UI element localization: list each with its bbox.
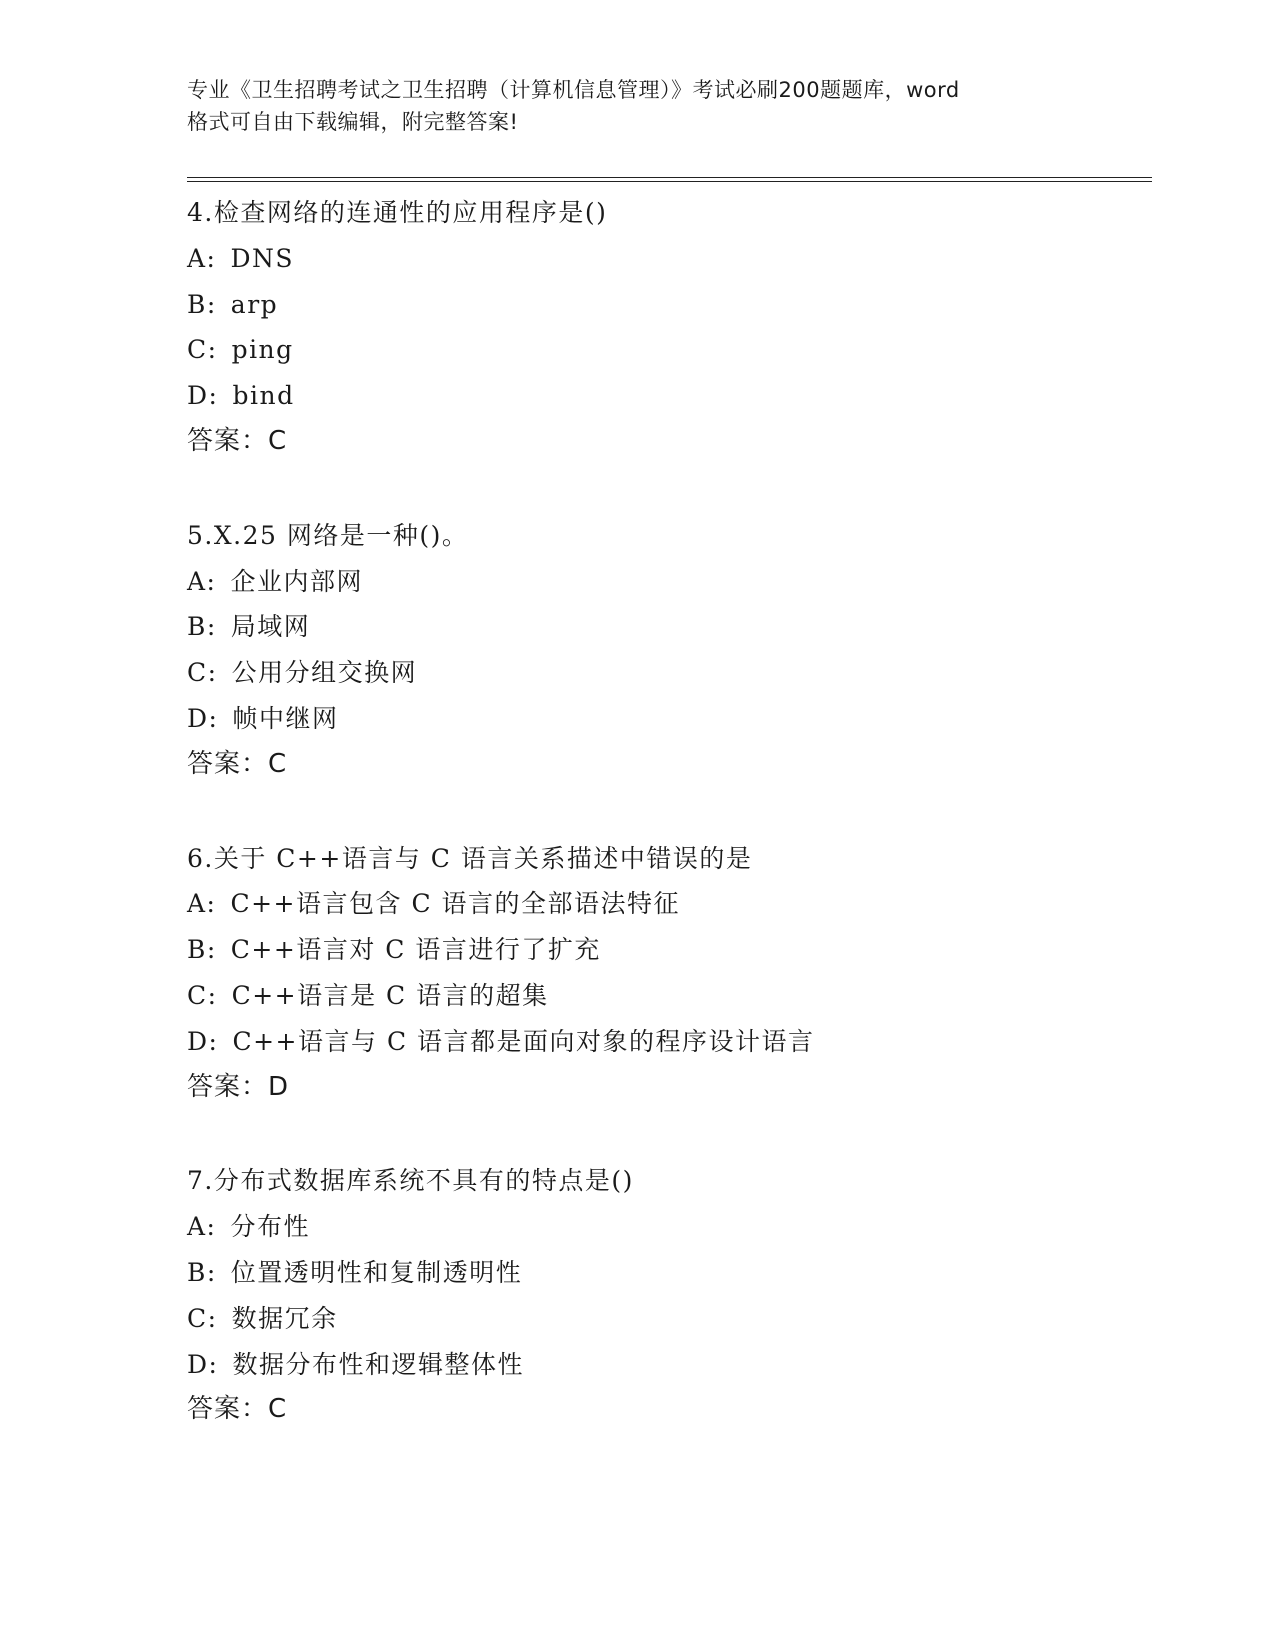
option-b	[187, 1250, 1147, 1296]
option-c	[187, 1296, 1147, 1342]
option-text: 位置透明性和复制透明性	[230, 1257, 523, 1287]
option-text: 公用分组交换网	[231, 658, 418, 688]
answer-label: 答案：C	[187, 425, 288, 456]
option-text: arp	[230, 289, 279, 319]
question-list	[187, 190, 1147, 1481]
answer-label: 答案：D	[187, 1071, 290, 1102]
option-text: 企业内部网	[230, 566, 363, 596]
question-6	[187, 836, 1147, 1111]
option-letter: B:	[187, 1257, 217, 1287]
question-5	[187, 513, 1147, 788]
document-header	[187, 74, 1087, 138]
option-text: C++语言与 C 语言都是面向对象的程序设计语言	[232, 1026, 815, 1056]
option-text: 数据冗余	[231, 1303, 338, 1333]
option-text: ping	[231, 335, 294, 365]
option-letter: B:	[187, 935, 217, 965]
option-letter: C:	[187, 658, 218, 688]
header-line-2: 格式可自由下载编辑，附完整答案!	[187, 110, 519, 134]
question-stem: 6.关于 C++语言与 C 语言关系描述中错误的是	[187, 843, 753, 873]
option-text: 局域网	[230, 612, 311, 642]
option-text: DNS	[230, 243, 295, 273]
option-a	[187, 881, 1147, 927]
option-text: 帧中继网	[232, 703, 339, 733]
option-a	[187, 1204, 1147, 1250]
option-letter: C:	[187, 1303, 218, 1333]
answer-label: 答案：C	[187, 748, 288, 779]
question-4	[187, 190, 1147, 465]
option-b	[187, 927, 1147, 973]
answer-label: 答案：C	[187, 1394, 288, 1425]
option-letter: B:	[187, 289, 217, 319]
option-text: 数据分布性和逻辑整体性	[232, 1349, 524, 1379]
option-letter: C:	[187, 980, 218, 1010]
header-line-1: 专业《卫生招聘考试之卫生招聘（计算机信息管理）》考试必刷200题题库，word	[187, 78, 960, 102]
option-d	[187, 1342, 1147, 1388]
option-a	[187, 559, 1147, 605]
option-letter: A:	[187, 889, 217, 919]
option-d	[187, 1019, 1147, 1065]
question-stem: 4.检查网络的连通性的应用程序是()	[187, 198, 608, 227]
option-b	[187, 604, 1147, 650]
option-b	[187, 282, 1147, 328]
question-7	[187, 1158, 1147, 1433]
option-d	[187, 696, 1147, 742]
option-letter: B:	[187, 612, 217, 642]
option-letter: D:	[187, 1026, 219, 1056]
option-d	[187, 373, 1147, 419]
option-letter: A:	[187, 1212, 217, 1242]
option-text: C++语言对 C 语言进行了扩充	[230, 935, 601, 965]
option-letter: D:	[187, 703, 219, 733]
question-stem: 5.X.25 网络是一种()。	[187, 520, 469, 550]
option-c	[187, 327, 1147, 373]
option-text: bind	[232, 381, 295, 411]
option-c	[187, 973, 1147, 1019]
option-letter: A:	[187, 566, 217, 596]
option-text: C++语言是 C 语言的超集	[231, 980, 549, 1010]
option-c	[187, 650, 1147, 696]
option-letter: A:	[187, 243, 217, 273]
option-text: C++语言包含 C 语言的全部语法特征	[230, 889, 681, 919]
option-letter: C:	[187, 335, 218, 365]
option-letter: D:	[187, 1349, 219, 1379]
option-letter: D:	[187, 381, 219, 411]
option-a	[187, 236, 1147, 282]
header-divider	[187, 177, 1152, 182]
question-stem: 7.分布式数据库系统不具有的特点是()	[187, 1166, 634, 1196]
option-text: 分布性	[230, 1212, 310, 1242]
